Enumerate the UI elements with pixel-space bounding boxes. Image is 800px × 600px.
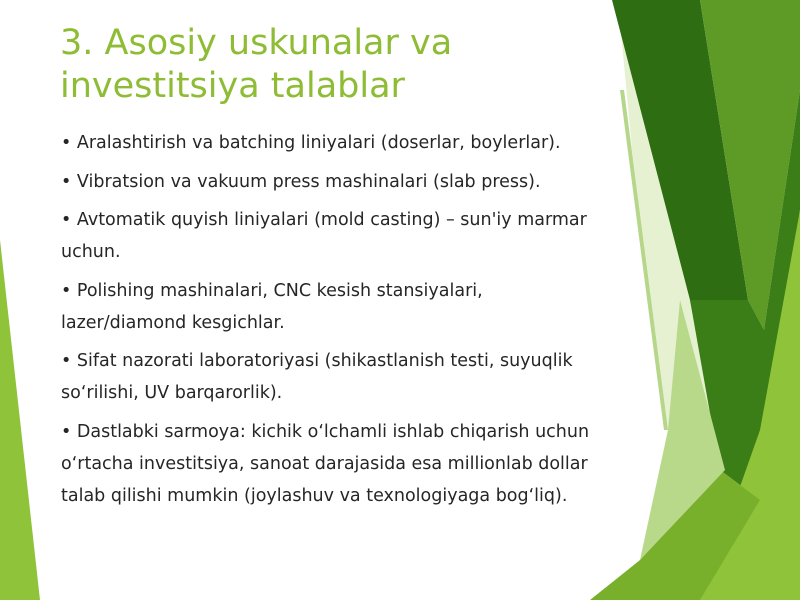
bullet-item: • Dastlabki sarmoya: kichik o‘lchamli ishlab chiqarish uchun o‘rtacha investitsiya, sanoat darajasida esa millionlab dollar talab qilishi mumkin (joylashuv va texnologiyaga bog‘liq).	[61, 421, 590, 506]
bullet-item: • Sifat nazorati laboratoriyasi (shikastlanish testi, suyuqlik so‘rilishi, UV barqarorlik).	[61, 351, 573, 403]
bullet-item: • Avtomatik quyish liniyalari (mold casting) – sun'iy marmar uchun.	[61, 210, 587, 262]
bullet-item: • Vibratsion va vakuum press mashinalari (slab press).	[61, 171, 541, 192]
bullet-item: • Aralashtirish va batching liniyalari (doserlar, boylerlar).	[61, 133, 561, 153]
slide-title: 3. Asosiy uskunalar va investitsiya talablar	[60, 23, 453, 106]
left-green-wedge	[0, 240, 40, 600]
bullet-item: • Polishing mashinalari, CNC kesish stansiyalari, lazer/diamond kesgichlar.	[61, 280, 483, 333]
bullet-list	[61, 127, 609, 518]
